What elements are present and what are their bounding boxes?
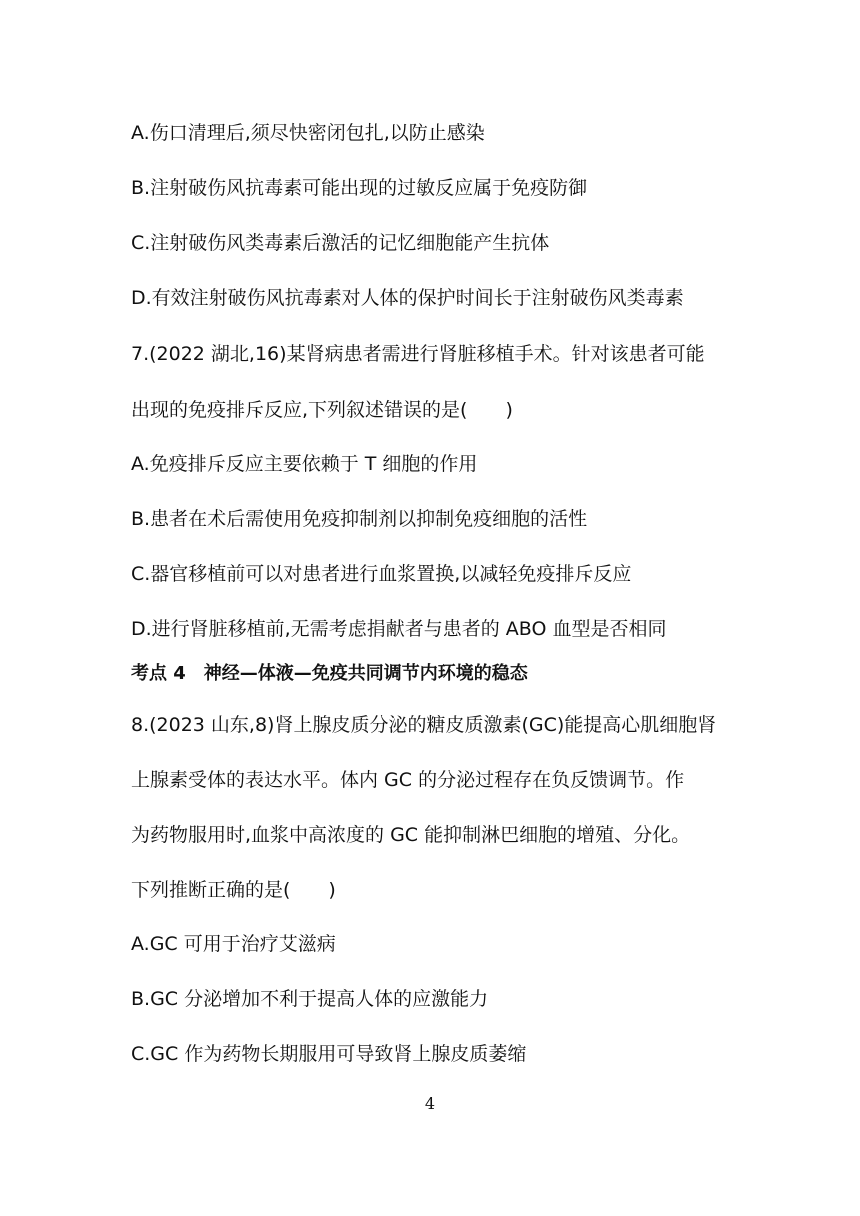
q7-option-b: B.患者在术后需使用免疫抑制剂以抑制免疫细胞的活性 [131,508,588,530]
q7-option-d: D.进行肾脏移植前,无需考虑捐献者与患者的 ABO 血型是否相同 [131,618,667,640]
q7-option-a: A.免疫排斥反应主要依赖于 T 细胞的作用 [131,453,478,475]
q8-stem-line-3: 为药物服用时,血浆中高浓度的 GC 能抑制淋巴细胞的增殖、分化。 [131,824,691,846]
section-heading: 考点 4 神经—体液—免疫共同调节内环境的稳态 [131,663,528,684]
q8-stem-line-4: 下列推断正确的是( ) [131,879,336,901]
q6-option-c: C.注射破伤风类毒素后激活的记忆细胞能产生抗体 [131,232,550,254]
q6-option-d: D.有效注射破伤风抗毒素对人体的保护时间长于注射破伤风类毒素 [131,287,684,309]
q8-stem-line-1: 8.(2023 山东,8)肾上腺皮质分泌的糖皮质激素(GC)能提高心肌细胞肾 [131,714,717,736]
q7-stem-line-1: 7.(2022 湖北,16)某肾病患者需进行肾脏移植手术。针对该患者可能 [131,343,705,365]
q8-option-b: B.GC 分泌增加不利于提高人体的应激能力 [131,988,489,1010]
q7-stem-line-2: 出现的免疫排斥反应,下列叙述错误的是( ) [131,399,513,421]
q7-option-c: C.器官移植前可以对患者进行血浆置换,以减轻免疫排斥反应 [131,563,632,585]
q6-option-a: A.伤口清理后,须尽快密闭包扎,以防止感染 [131,122,485,144]
q8-option-a: A.GC 可用于治疗艾滋病 [131,933,336,955]
q8-option-c: C.GC 作为药物长期服用可导致肾上腺皮质萎缩 [131,1043,527,1065]
q6-option-b: B.注射破伤风抗毒素可能出现的过敏反应属于免疫防御 [131,177,588,199]
page-number: 4 [424,1094,436,1113]
q8-stem-line-2: 上腺素受体的表达水平。体内 GC 的分泌过程存在负反馈调节。作 [131,769,685,791]
